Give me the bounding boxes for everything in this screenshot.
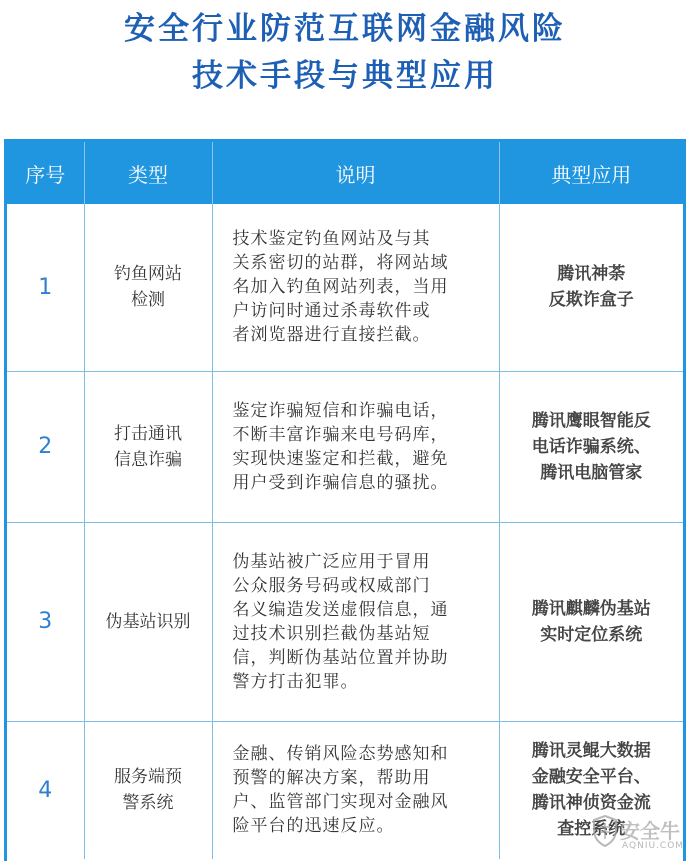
page-title-line1: 安全行业防范互联网金融风险 xyxy=(124,11,566,47)
row-description: 金融、传销风险态势感知和 预警的解决方案，帮助用 户、监管部门实现对金融风 险平台的迅速反应。 xyxy=(232,744,449,837)
watermark-domain: AQNIU.COM xyxy=(622,841,685,851)
row-type: 服务端预 警系统 xyxy=(114,767,182,814)
table-row xyxy=(7,721,683,859)
table-row xyxy=(7,522,683,721)
row-type: 打击通讯 信息诈骗 xyxy=(114,423,182,470)
row-application: 腾讯鹰眼智能反 电话诈骗系统、 腾讯电脑管家 xyxy=(531,410,651,483)
row-number: 4 xyxy=(7,721,84,859)
row-description: 技术鉴定钓鱼网站及与其 关系密切的站群，将网站域 名加入钓鱼网站列表，当用 户访问时通过杀毒软件或 者浏览器进行直接拦截。 xyxy=(232,229,449,346)
row-application: 腾讯灵鲲大数据 金融安全平台、 腾讯神侦资金流 查控系统 xyxy=(531,741,651,840)
watermark-text: 安全牛 xyxy=(620,819,680,843)
table-row xyxy=(7,204,683,371)
row-number: 1 xyxy=(7,204,84,371)
row-type: 伪基站识别 xyxy=(105,611,191,632)
row-application: 腾讯麒麟伪基站 实时定位系统 xyxy=(531,598,651,645)
header-number: 序号 xyxy=(7,142,84,204)
row-number: 3 xyxy=(7,522,84,721)
row-description: 鉴定诈骗短信和诈骗电话， 不断丰富诈骗来电号码库， 实现快速鉴定和拦截，避免 用户受到诈骗信息的骚扰。 xyxy=(232,400,449,493)
header-type: 类型 xyxy=(84,142,212,204)
row-application: 腾讯神荼 反欺诈盒子 xyxy=(548,264,634,311)
row-type: 钓鱼网站 检测 xyxy=(114,264,182,311)
header-application: 典型应用 xyxy=(499,142,683,204)
row-description: 伪基站被广泛应用于冒用 公众服务号码或权威部门 名义编造发送虚假信息，通 过技术识别拦截伪基站短 信，判断伪基站位置并协助 警方打击犯罪。 xyxy=(232,551,449,692)
measures-table xyxy=(4,139,686,861)
table-row xyxy=(7,371,683,522)
watermark-logo xyxy=(592,813,684,859)
shield-icon xyxy=(592,815,618,847)
header-description: 说明 xyxy=(212,142,499,204)
table-header-row xyxy=(7,142,683,204)
row-number: 2 xyxy=(7,371,84,522)
page-title-line2: 技术手段与典型应用 xyxy=(192,58,498,94)
